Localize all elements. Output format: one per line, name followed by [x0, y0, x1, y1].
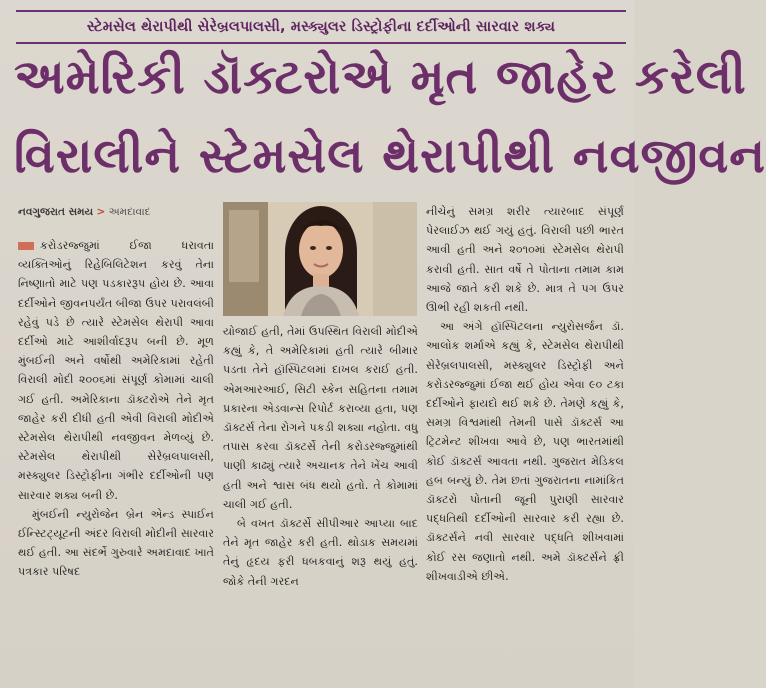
- column-1-paragraph-1: [18, 236, 214, 505]
- column-1-paragraph-1-text: કરોડરજ્જુમાં ઈજા ધરાવતા વ્યક્તિઓનું રિહેબિલિટેશન કરવું તેના નિષ્ણાતો માટે પણ પડકારરૂપ હોય છે. આવા દર્દીઓને જીવનપર્યંત બીજા ઉપર પરાવલંબી રહેવું પડે છે ત્યારે સ્ટેમસેલ થેરાપી આવા દર્દીઓ માટે આશીર્વાદરૂપ બની છે. મૂળ મુંબઈની અને વર્ષોથી અમેરિકામાં રહેતી વિરાલી મોદી ૨૦૦૬માં સંપૂર્ણ કોમામાં ચાલી ગઈ હતી. અમેરિકાના ડૉક્ટરોએ તેને મૃત જાહેર કરી દીધી હતી એવી વિરાલી મોદીએ સ્ટેમસેલ થેરાપીથી નવજીવન મેળવ્યું છે. સ્ટેમસેલ થેરાપીથી સેરેબ્રલપાલસી, મસ્ક્યુલર ડિસ્ટ્રોફીના ગંભીર દર્દીઓની પણ સારવાર શક્ય બની છે.: [18, 239, 214, 502]
- byline-desk: નવગુજરાત સમય: [18, 206, 94, 218]
- article-column-3: [426, 202, 624, 586]
- column-2-paragraph-2: બે વખત ડૉક્ટર્સે સીપીઆર આપ્યા બાદ તેને મૃત જાહેર કરી હતી. થોડાક સમયમાં તેનું હૃદય ફરી ધબકવાનું શરૂ થયું હતું. જોકે તેની ગરદન: [223, 517, 418, 588]
- portrait-photo: [223, 202, 417, 316]
- main-headline-line-1: અમેરિકી ડૉક્ટરોએ મૃત જાહેર કરેલી: [14, 49, 747, 105]
- byline: [18, 206, 151, 219]
- column-3-paragraph-1: નીચેનું સમગ્ર શરીર ત્યારબાદ સંપૂર્ણ પેરલાઈઝ થઈ ગયું હતું. વિરાલી પછી ભારત આવી હતી અને ૨૦૧૦માં સ્ટેમસેલ થેરાપી કરાવી હતી. સાત વર્ષે તે પોતાના તમામ કામ આજે જાતે કરી શકે છે. માત્ર તે પગ ઉપર ઊભી રહી શકતી નથી.: [426, 205, 624, 315]
- section-bullet-icon: [18, 242, 34, 250]
- article-column-1: [18, 236, 214, 582]
- kicker-headline: સ્ટેમસેલ થેરાપીથી સેરેબ્રલપાલસી, મસ્ક્યુલર ડિસ્ટ્રોફીના દર્દીઓની સારવાર શક્ય: [16, 10, 626, 44]
- article-column-2: [223, 322, 418, 591]
- byline-arrow: >: [96, 206, 106, 218]
- column-1-paragraph-2: મુંબઈની ન્યુરોજેન બ્રેન એન્ડ સ્પાઈન ઈન્સ્ટિટ્યૂટની અંદર વિરાલી મોદીની સારવાર થઈ હતી. આ સંદર્ભે ગુરુવારે અમદાવાદ ખાતે પત્રકાર પરિષદ: [18, 507, 214, 579]
- portrait-image: [223, 202, 417, 316]
- column-2-paragraph-1: યોજાઈ હતી, તેમાં ઉપસ્થિત વિરાલી મોદીએ કહ્યું કે, તે અમેરિકામાં હતી ત્યારે બીમાર પડતા તેને હૉસ્પિટલમાં દાખલ કરાઈ હતી. એમઆરઆઈ, સિટી સ્કેન સહિતના તમામ પ્રકારના એડવાન્સ રિપોર્ટ કરાવ્યા હતા, પણ ડૉક્ટર્સ તેના રોગને પકડી શક્યા નહોતા. વધુ તપાસ કરવા ડૉક્ટર્સે તેની કરોડરજ્જુમાંથી પાણી કાઢ્યું ત્યારે અચાનક તેને ખેંચ આવી હતી અને શ્વાસ બંધ થયો હતો. તે કોમામાં ચાલી ગઈ હતી.: [223, 325, 418, 511]
- column-3-paragraph-2: આ અંગે હૉસ્પિટલના ન્યુરોસર્જન ડૉ. આલોક શર્માએ કહ્યું કે, સ્ટેમસેલ થેરાપીથી સેરેબ્રલપાલસી, મસ્ક્યુલર ડિસ્ટ્રોફી અને કરોડરજ્જુમાં ઈજા થઈ હોય એવા ૯૦ ટકા દર્દીઓને ફાયદો થઈ શકે છે. તેમણે કહ્યું કે, સમગ્ર વિશ્વમાંથી તેમની પાસે ડૉક્ટર્સ આ ટ્રિટમેન્ટ શીખવા આવે છે, પણ ભારતમાંથી કોઈ ડૉક્ટર્સ આવતા નથી. ગુજરાત મેડિકલ હબ બન્યું છે. તેમ છતાં ગુજરાતના નામાંકિત ડૉક્ટરો પોતાની જૂની પુરાણી સારવાર પદ્ધતિથી દર્દીઓની સારવાર કરી રહ્યા છે. ડૉક્ટર્સને નવી સારવાર પદ્ધતિ શીખવામાં કોઈ રસ જણાતો નથી. અમે ડૉક્ટર્સને ફ્રી શીખવાડીએ છીએ.: [426, 320, 624, 583]
- byline-place: અમદાવાદ: [108, 206, 151, 218]
- main-headline-line-2: વિરાલીને સ્ટેમસેલ થેરાપીથી નવજીવન: [14, 128, 766, 184]
